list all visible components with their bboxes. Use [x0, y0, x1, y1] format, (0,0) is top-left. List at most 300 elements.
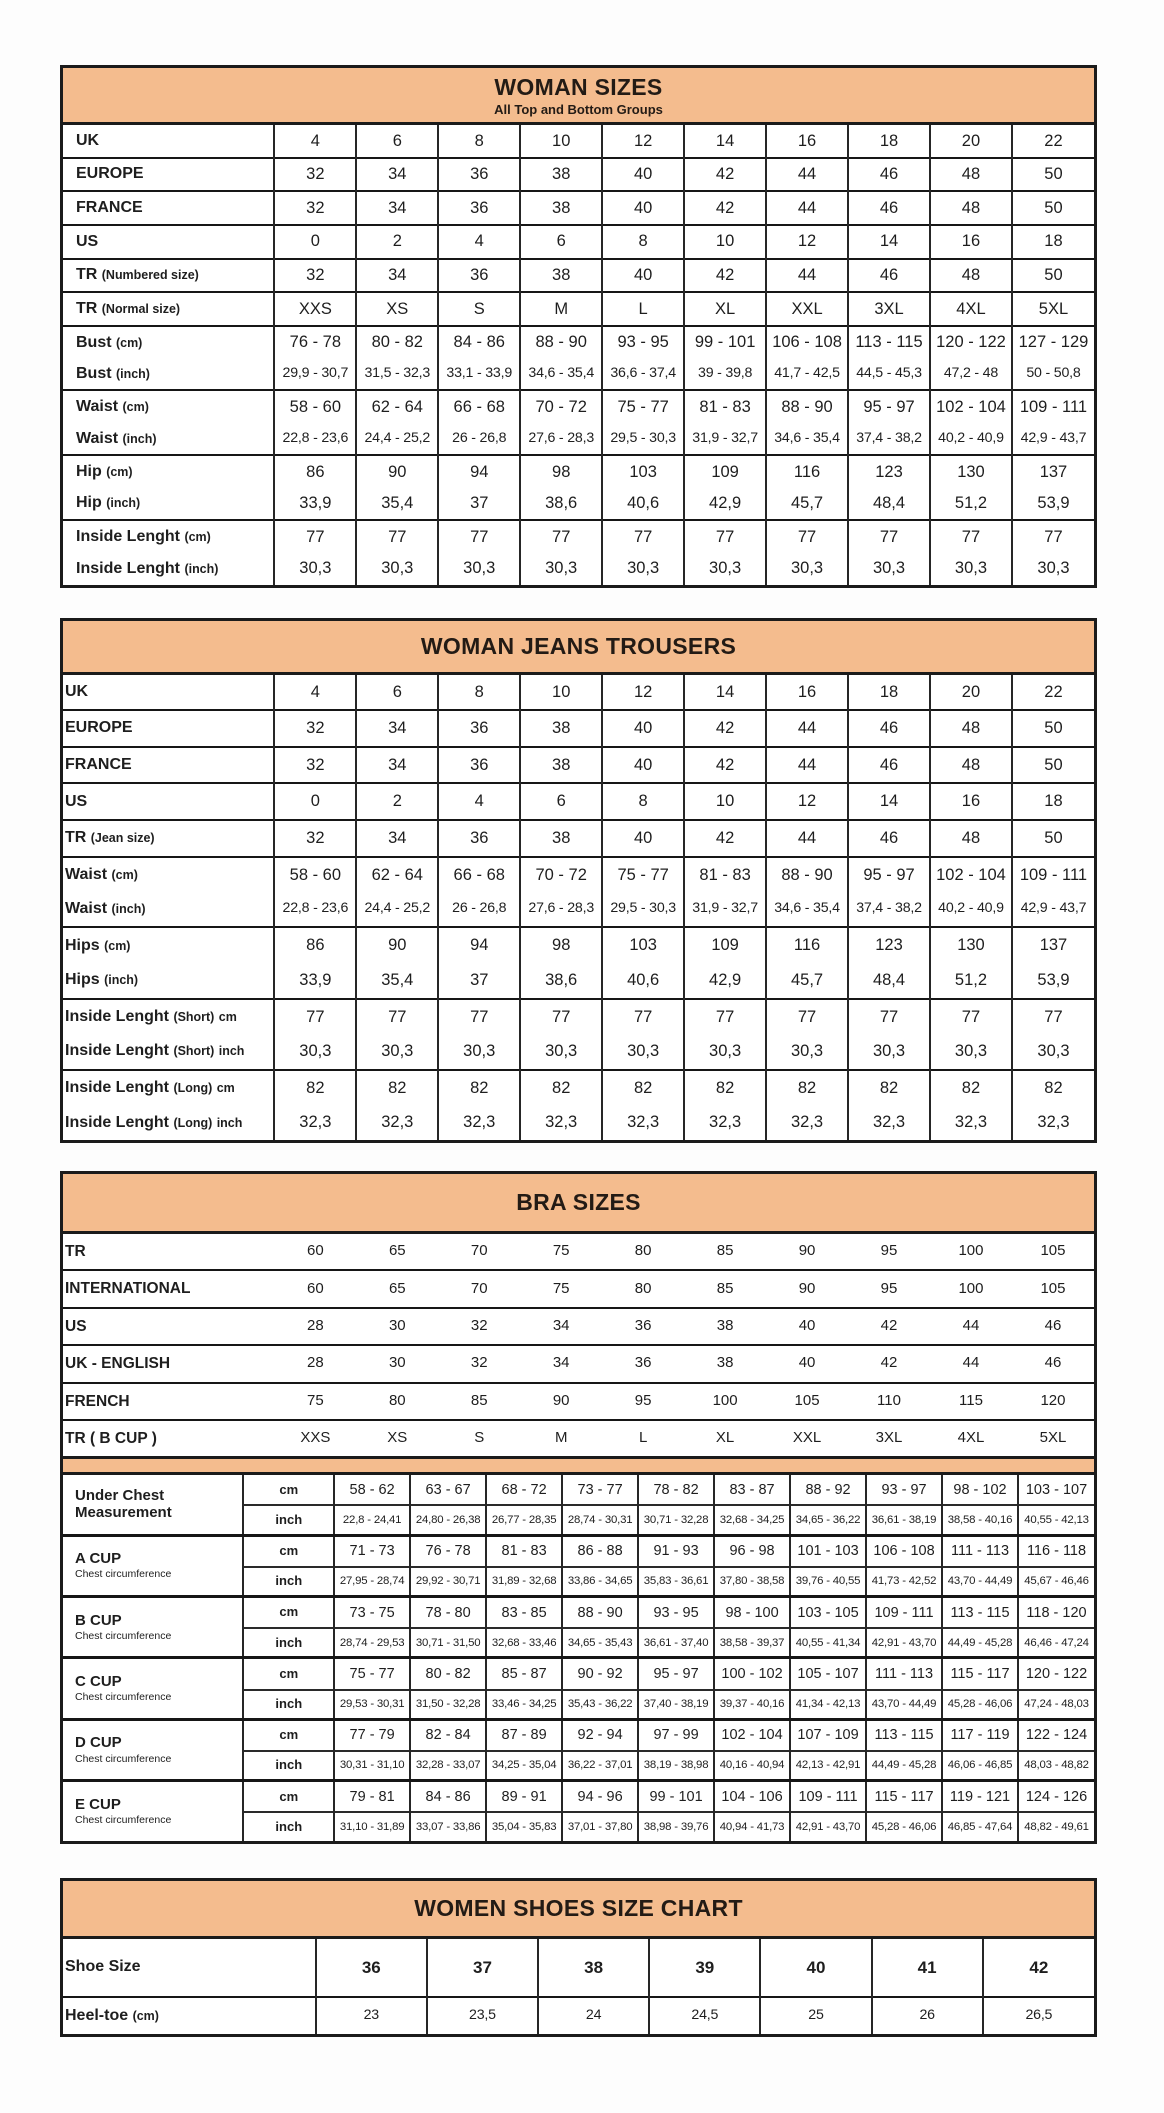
value-cell: 98 [520, 455, 602, 488]
value-cell: 42 [848, 1308, 930, 1345]
value-cell: 70 - 72 [520, 857, 602, 893]
value-cell: 23 [316, 1997, 427, 2034]
value-cell: 26,5 [983, 1997, 1094, 2034]
value-cell: 3XL [848, 1420, 930, 1456]
value-cell: 0 [274, 783, 356, 820]
value-cell: 27,6 - 28,3 [520, 423, 602, 455]
unit-label: (Short) [173, 1009, 215, 1024]
value-cell: 28,74 - 29,53 [334, 1628, 410, 1658]
value-cell: 117 - 119 [942, 1719, 1018, 1751]
value-cell: 30,3 [930, 553, 1012, 585]
table-row [63, 1345, 1094, 1382]
value-cell: 46 [848, 710, 930, 747]
cup-cm-row [63, 1719, 1094, 1751]
unit-cell: cm [243, 1475, 334, 1505]
value-cell: 75 - 77 [602, 857, 684, 893]
bra-cup-measurements [63, 1475, 1094, 1840]
value-cell: XL [684, 1420, 766, 1456]
value-cell: 45,7 [766, 963, 848, 999]
table-title: WOMEN SHOES SIZE CHART [414, 1894, 743, 1921]
row-label: FRANCE [63, 747, 274, 784]
value-cell: 48 [930, 158, 1012, 192]
value-cell: 38,19 - 38,98 [638, 1751, 714, 1781]
value-cell: 16 [766, 675, 848, 711]
unit-label: (cm) [106, 464, 133, 479]
value-cell: 97 - 99 [638, 1719, 714, 1751]
table-row [63, 553, 1094, 585]
value-cell: 85 [438, 1383, 520, 1420]
value-cell: S [438, 1420, 520, 1456]
value-cell: 36,61 - 38,19 [866, 1505, 942, 1535]
value-cell: 29,5 - 30,3 [602, 423, 684, 455]
value-cell: 26 - 26,8 [438, 892, 520, 927]
value-cell: 50 [1012, 710, 1094, 747]
value-cell: 80 [634, 1242, 652, 1260]
value-cell: 85 - 87 [486, 1658, 562, 1690]
value-cell: 82 [274, 1070, 356, 1106]
value-cell: 44,49 - 45,28 [942, 1628, 1018, 1658]
value-cell: 32,3 [1012, 1105, 1094, 1140]
row-label: Hips (cm) [63, 927, 274, 963]
value-cell: 44 [930, 1308, 1012, 1345]
shoes-size-header [63, 1881, 1094, 1939]
value-cell: 77 [438, 999, 520, 1035]
value-cell: 8 [438, 675, 520, 711]
value-cell: 31,10 - 31,89 [334, 1812, 410, 1840]
value-cell: 53,9 [1012, 963, 1094, 999]
unit-cell: cm [243, 1658, 334, 1690]
value-cell: 38,98 - 39,76 [638, 1812, 714, 1840]
value-cell: 82 [1012, 1070, 1094, 1106]
row-label: Inside Lenght (Long) cm [63, 1070, 274, 1106]
unit-label: (inch) [111, 902, 146, 917]
value-cell: L [602, 1420, 684, 1456]
value-cell: 77 [520, 999, 602, 1035]
cup-name: A CUP [75, 1550, 122, 1568]
value-cell: 48 [930, 191, 1012, 225]
row-label: Inside Lenght (Long) inch [65, 1113, 243, 1131]
value-cell: 42,9 [684, 963, 766, 999]
value-cell: 42 [684, 259, 766, 293]
value-cell: 84 - 86 [410, 1781, 486, 1813]
value-cell: 2 [356, 225, 438, 259]
value-cell: 93 - 95 [638, 1597, 714, 1629]
value-cell: 46 [848, 747, 930, 784]
row-label: UK [76, 131, 100, 149]
value-cell: 58 - 60 [274, 857, 356, 893]
unit-cell: inch [243, 1812, 334, 1840]
value-cell: 30,3 [274, 1034, 356, 1070]
value-cell: 35,43 - 36,22 [562, 1690, 638, 1720]
value-cell: 78 - 82 [638, 1475, 714, 1505]
value-cell: 82 [602, 1070, 684, 1106]
value-cell: 77 [602, 999, 684, 1035]
value-cell: 24 [538, 1997, 649, 2034]
cup-sublabel: Chest circumference [75, 1691, 172, 1704]
value-cell: 22 [1012, 675, 1094, 711]
value-cell: 26,77 - 28,35 [486, 1505, 562, 1535]
value-cell: 102 - 104 [930, 857, 1012, 893]
value-cell: 46 [848, 259, 930, 293]
row-label: EUROPE [63, 158, 274, 192]
value-cell: 66 - 68 [438, 390, 520, 423]
value-cell: 88 - 92 [790, 1475, 866, 1505]
value-cell: 45,67 - 46,46 [1018, 1567, 1094, 1597]
table-row [63, 747, 1094, 784]
value-cell: 36 [438, 191, 520, 225]
value-cell: XXL [766, 292, 848, 326]
table-row [63, 1234, 1094, 1270]
cup-name: E CUP [75, 1795, 121, 1813]
value-cell: 109 [684, 455, 766, 488]
value-cell: 84 - 86 [438, 326, 520, 359]
value-cell: 40,16 - 40,94 [714, 1751, 790, 1781]
value-cell: L [602, 292, 684, 326]
table-title: BRA SIZES [516, 1189, 641, 1215]
value-cell: 34 [520, 1308, 602, 1345]
value-cell: 34,6 - 35,4 [766, 423, 848, 455]
value-cell: 45,28 - 46,06 [866, 1812, 942, 1840]
value-cell: 82 [848, 1070, 930, 1106]
value-cell: 58 - 60 [274, 390, 356, 423]
value-cell: 36 [438, 747, 520, 784]
row-label: Heel-toe (cm) [63, 1997, 316, 2034]
value-cell: 6 [520, 225, 602, 259]
value-cell: 10 [520, 125, 602, 158]
value-cell: 6 [356, 675, 438, 711]
value-cell: 30,3 [684, 1034, 766, 1070]
value-cell: 100 [958, 1242, 984, 1260]
value-cell: 53,9 [1012, 488, 1094, 521]
value-cell: 30,3 [766, 1034, 848, 1070]
value-cell: 44 [766, 191, 848, 225]
value-cell: 16 [930, 783, 1012, 820]
value-cell: 40,55 - 41,34 [790, 1628, 866, 1658]
row-label: Waist (inch) [76, 429, 157, 447]
value-cell: 137 [1012, 927, 1094, 963]
value-cell: 109 - 111 [790, 1781, 866, 1813]
value-cell: 86 [274, 455, 356, 488]
bra-top-rows [63, 1234, 1094, 1456]
value-cell: 77 [356, 520, 438, 553]
value-cell: 37 [438, 488, 520, 521]
value-cell: 90 - 92 [562, 1658, 638, 1690]
value-cell: 130 [930, 455, 1012, 488]
value-cell: 41,34 - 42,13 [790, 1690, 866, 1720]
value-cell: 32 [438, 1308, 520, 1345]
value-cell: 37,4 - 38,2 [848, 892, 930, 927]
value-cell: 14 [684, 675, 766, 711]
value-cell: 77 [438, 520, 520, 553]
cup-sublabel: Chest circumference [75, 1752, 172, 1765]
value-cell: 95 - 97 [848, 390, 930, 423]
value-cell: 29,5 - 30,3 [602, 892, 684, 927]
size-chart-page [0, 65, 1164, 2113]
value-cell: 116 - 118 [1018, 1535, 1094, 1567]
row-label: Waist (cm) [63, 390, 274, 423]
value-cell: 46 [1012, 1345, 1094, 1382]
value-cell: 24,5 [649, 1997, 760, 2034]
row-label: TR (Numbered size) [63, 259, 274, 293]
table-row [63, 292, 1094, 326]
value-cell: 50 [1012, 158, 1094, 192]
value-cell: 30,71 - 32,28 [638, 1505, 714, 1535]
table-subtitle: All Top and Bottom Groups [494, 102, 663, 117]
value-cell: 70 - 72 [520, 390, 602, 423]
value-cell: 70 [470, 1242, 488, 1260]
row-label: Bust (inch) [76, 364, 150, 382]
value-cell: 31,9 - 32,7 [684, 423, 766, 455]
value-cell: 36 [602, 1308, 684, 1345]
value-cell: 88 - 90 [520, 326, 602, 359]
value-cell: 4 [274, 125, 356, 158]
value-cell: 30,3 [520, 1034, 602, 1070]
value-cell: 40 [760, 1939, 871, 1997]
value-cell: 77 [356, 999, 438, 1035]
value-cell: 82 [520, 1070, 602, 1106]
unit-cell: inch [243, 1505, 334, 1535]
value-cell: 47,24 - 48,03 [1018, 1690, 1094, 1720]
value-cell: 10 [684, 783, 766, 820]
value-cell: 65 [388, 1242, 406, 1260]
value-cell: 22 [1012, 125, 1094, 158]
value-cell: 32,3 [684, 1105, 766, 1140]
value-cell: 42,91 - 43,70 [790, 1812, 866, 1840]
value-cell: 32,3 [438, 1105, 520, 1140]
value-cell: 40,2 - 40,9 [930, 423, 1012, 455]
value-cell: 48 [930, 747, 1012, 784]
value-cell: 75 [520, 1270, 602, 1307]
value-cell: 105 [1012, 1270, 1094, 1307]
unit-cell: cm [243, 1597, 334, 1629]
value-cell: 30,3 [930, 1034, 1012, 1070]
value-cell: 33,46 - 34,25 [486, 1690, 562, 1720]
value-cell: 2 [356, 783, 438, 820]
value-cell: 30,3 [766, 553, 848, 585]
value-cell: 80 - 82 [356, 326, 438, 359]
table-row [63, 710, 1094, 747]
table-row [63, 1939, 1094, 1997]
value-cell: 95 - 97 [848, 857, 930, 893]
value-cell: 94 - 96 [562, 1781, 638, 1813]
value-cell: 107 - 109 [790, 1719, 866, 1751]
cup-sublabel: Chest circumference [75, 1813, 172, 1826]
value-cell: 43,70 - 44,49 [942, 1567, 1018, 1597]
value-cell: 14 [684, 125, 766, 158]
value-cell: 18 [848, 675, 930, 711]
value-cell: 30,3 [848, 1034, 930, 1070]
value-cell: 105 [766, 1383, 848, 1420]
value-cell: 42 [684, 191, 766, 225]
value-cell: 28 [274, 1345, 356, 1382]
value-cell: 30,3 [356, 1034, 438, 1070]
value-cell: 65 [356, 1270, 438, 1307]
value-cell: 93 - 97 [866, 1475, 942, 1505]
value-cell: 122 - 124 [1018, 1719, 1094, 1751]
value-cell: XXL [766, 1420, 848, 1456]
value-cell: 40,6 [602, 488, 684, 521]
row-label: US [63, 783, 274, 820]
value-cell: 92 - 94 [562, 1719, 638, 1751]
value-cell: 24,80 - 26,38 [410, 1505, 486, 1535]
value-cell: 26 - 26,8 [438, 423, 520, 455]
value-cell: 4XL [930, 1420, 1012, 1456]
value-cell: 42,91 - 43,70 [866, 1628, 942, 1658]
value-cell: 38 [684, 1345, 766, 1382]
value-cell: 110 [848, 1383, 930, 1420]
table-row [63, 999, 1094, 1035]
value-cell: 77 [520, 520, 602, 553]
value-cell: 32,3 [602, 1105, 684, 1140]
value-cell: 93 - 95 [602, 326, 684, 359]
unit-cell: inch [243, 1751, 334, 1781]
cup-label [63, 1719, 243, 1780]
value-cell: 115 - 117 [942, 1658, 1018, 1690]
shoes-rows [63, 1939, 1094, 2034]
value-cell: 29,53 - 30,31 [334, 1690, 410, 1720]
value-cell: 30,3 [438, 553, 520, 585]
value-cell: 120 - 122 [930, 326, 1012, 359]
value-cell: 36 [602, 1345, 684, 1382]
cup-label [63, 1475, 243, 1535]
value-cell: M [520, 292, 602, 326]
value-cell: 51,2 [930, 488, 1012, 521]
unit-label: (cm) [132, 2008, 159, 2023]
value-cell: 33,9 [274, 488, 356, 521]
cup-label [63, 1658, 243, 1719]
value-cell: 44 [766, 820, 848, 857]
value-cell: XXS [274, 1420, 356, 1456]
shoes-size-grid [63, 1939, 1094, 2034]
value-cell: 18 [1012, 783, 1094, 820]
value-cell: 77 [684, 520, 766, 553]
value-cell: 85 [716, 1242, 734, 1260]
value-cell: 47,2 - 48 [930, 358, 1012, 390]
value-cell: 0 [274, 225, 356, 259]
bra-sizes-table [60, 1171, 1097, 1844]
value-cell: 75 - 77 [602, 390, 684, 423]
row-label: Hip (cm) [63, 455, 274, 488]
value-cell: 88 - 90 [766, 390, 848, 423]
value-cell: 45,7 [766, 488, 848, 521]
value-cell: 32 [274, 710, 356, 747]
value-cell: 44 [766, 747, 848, 784]
row-label: UK [65, 682, 89, 700]
value-cell: 38 [520, 191, 602, 225]
value-cell: 8 [602, 225, 684, 259]
cup-cm-row [63, 1781, 1094, 1813]
value-cell: 120 - 122 [1018, 1658, 1094, 1690]
row-label: Inside Lenght (cm) [63, 520, 274, 553]
row-label: TR ( B CUP ) [63, 1420, 274, 1456]
bra-sizes-header [63, 1174, 1094, 1234]
value-cell: 30,3 [848, 553, 930, 585]
value-cell: 105 [1040, 1242, 1066, 1260]
value-cell: 6 [356, 125, 438, 158]
value-cell: 81 - 83 [684, 857, 766, 893]
value-cell: 103 - 107 [1018, 1475, 1094, 1505]
table-row [63, 158, 1094, 192]
value-cell: 36 [438, 820, 520, 857]
value-cell: 116 [766, 927, 848, 963]
row-label: US [63, 225, 274, 259]
value-cell: XS [356, 292, 438, 326]
jeans-rows [63, 675, 1094, 1141]
value-cell: 86 [274, 927, 356, 963]
value-cell: 30,3 [684, 553, 766, 585]
value-cell: 82 [766, 1070, 848, 1106]
value-cell: 18 [1012, 225, 1094, 259]
table-row [63, 675, 1094, 711]
value-cell: 115 - 117 [866, 1781, 942, 1813]
unit-cell: cm [243, 1719, 334, 1751]
cup-label [63, 1597, 243, 1658]
row-label: TR (Jean size) [63, 820, 274, 857]
value-cell: 30,3 [1012, 553, 1094, 585]
cup-cm-row [63, 1597, 1094, 1629]
value-cell: 77 [684, 999, 766, 1035]
table-row [63, 225, 1094, 259]
value-cell: 109 - 111 [1012, 857, 1094, 893]
value-cell: 48 [930, 259, 1012, 293]
value-cell: 76 - 78 [274, 326, 356, 359]
value-cell: 35,4 [356, 963, 438, 999]
value-cell: 60 [306, 1242, 324, 1260]
value-cell: 88 - 90 [766, 857, 848, 893]
value-cell: 16 [930, 225, 1012, 259]
value-cell: 30,3 [602, 553, 684, 585]
value-cell: 51,2 [930, 963, 1012, 999]
unit-label: cm [216, 1081, 235, 1096]
value-cell: 46,46 - 47,24 [1018, 1628, 1094, 1658]
value-cell: 34 [356, 259, 438, 293]
value-cell: 90 [798, 1242, 816, 1260]
value-cell: 42,9 - 43,7 [1012, 892, 1094, 927]
value-cell: 109 - 111 [866, 1597, 942, 1629]
value-cell: 81 - 83 [486, 1535, 562, 1567]
value-cell: 82 [438, 1070, 520, 1106]
value-cell: 77 [1012, 999, 1094, 1035]
table-title: WOMAN SIZES [494, 74, 663, 100]
value-cell: 77 [766, 520, 848, 553]
value-cell: 88 - 90 [562, 1597, 638, 1629]
value-cell: 77 [766, 999, 848, 1035]
table-row [63, 423, 1094, 455]
value-cell: 40 [602, 820, 684, 857]
value-cell: 82 [684, 1070, 766, 1106]
value-cell: 28,74 - 30,31 [562, 1505, 638, 1535]
value-cell: 27,95 - 28,74 [334, 1567, 410, 1597]
value-cell: 38 [684, 1308, 766, 1345]
value-cell: 94 [438, 455, 520, 488]
value-cell: 3XL [848, 292, 930, 326]
unit-label: (Normal size) [101, 301, 181, 316]
value-cell: 38 [520, 820, 602, 857]
row-label: Shoe Size [65, 1958, 141, 1976]
value-cell: 58 - 62 [334, 1475, 410, 1505]
value-cell: 32 [274, 820, 356, 857]
value-cell: 12 [602, 125, 684, 158]
value-cell: 31,89 - 32,68 [486, 1567, 562, 1597]
value-cell: 28 [274, 1308, 356, 1345]
value-cell: 32,3 [766, 1105, 848, 1140]
value-cell: 42,9 - 43,7 [1012, 423, 1094, 455]
unit-label: (cm) [111, 867, 138, 882]
value-cell: 35,04 - 35,83 [486, 1812, 562, 1840]
woman-sizes-rows [63, 125, 1094, 585]
value-cell: 75 [274, 1383, 356, 1420]
value-cell: 75 [552, 1242, 570, 1260]
